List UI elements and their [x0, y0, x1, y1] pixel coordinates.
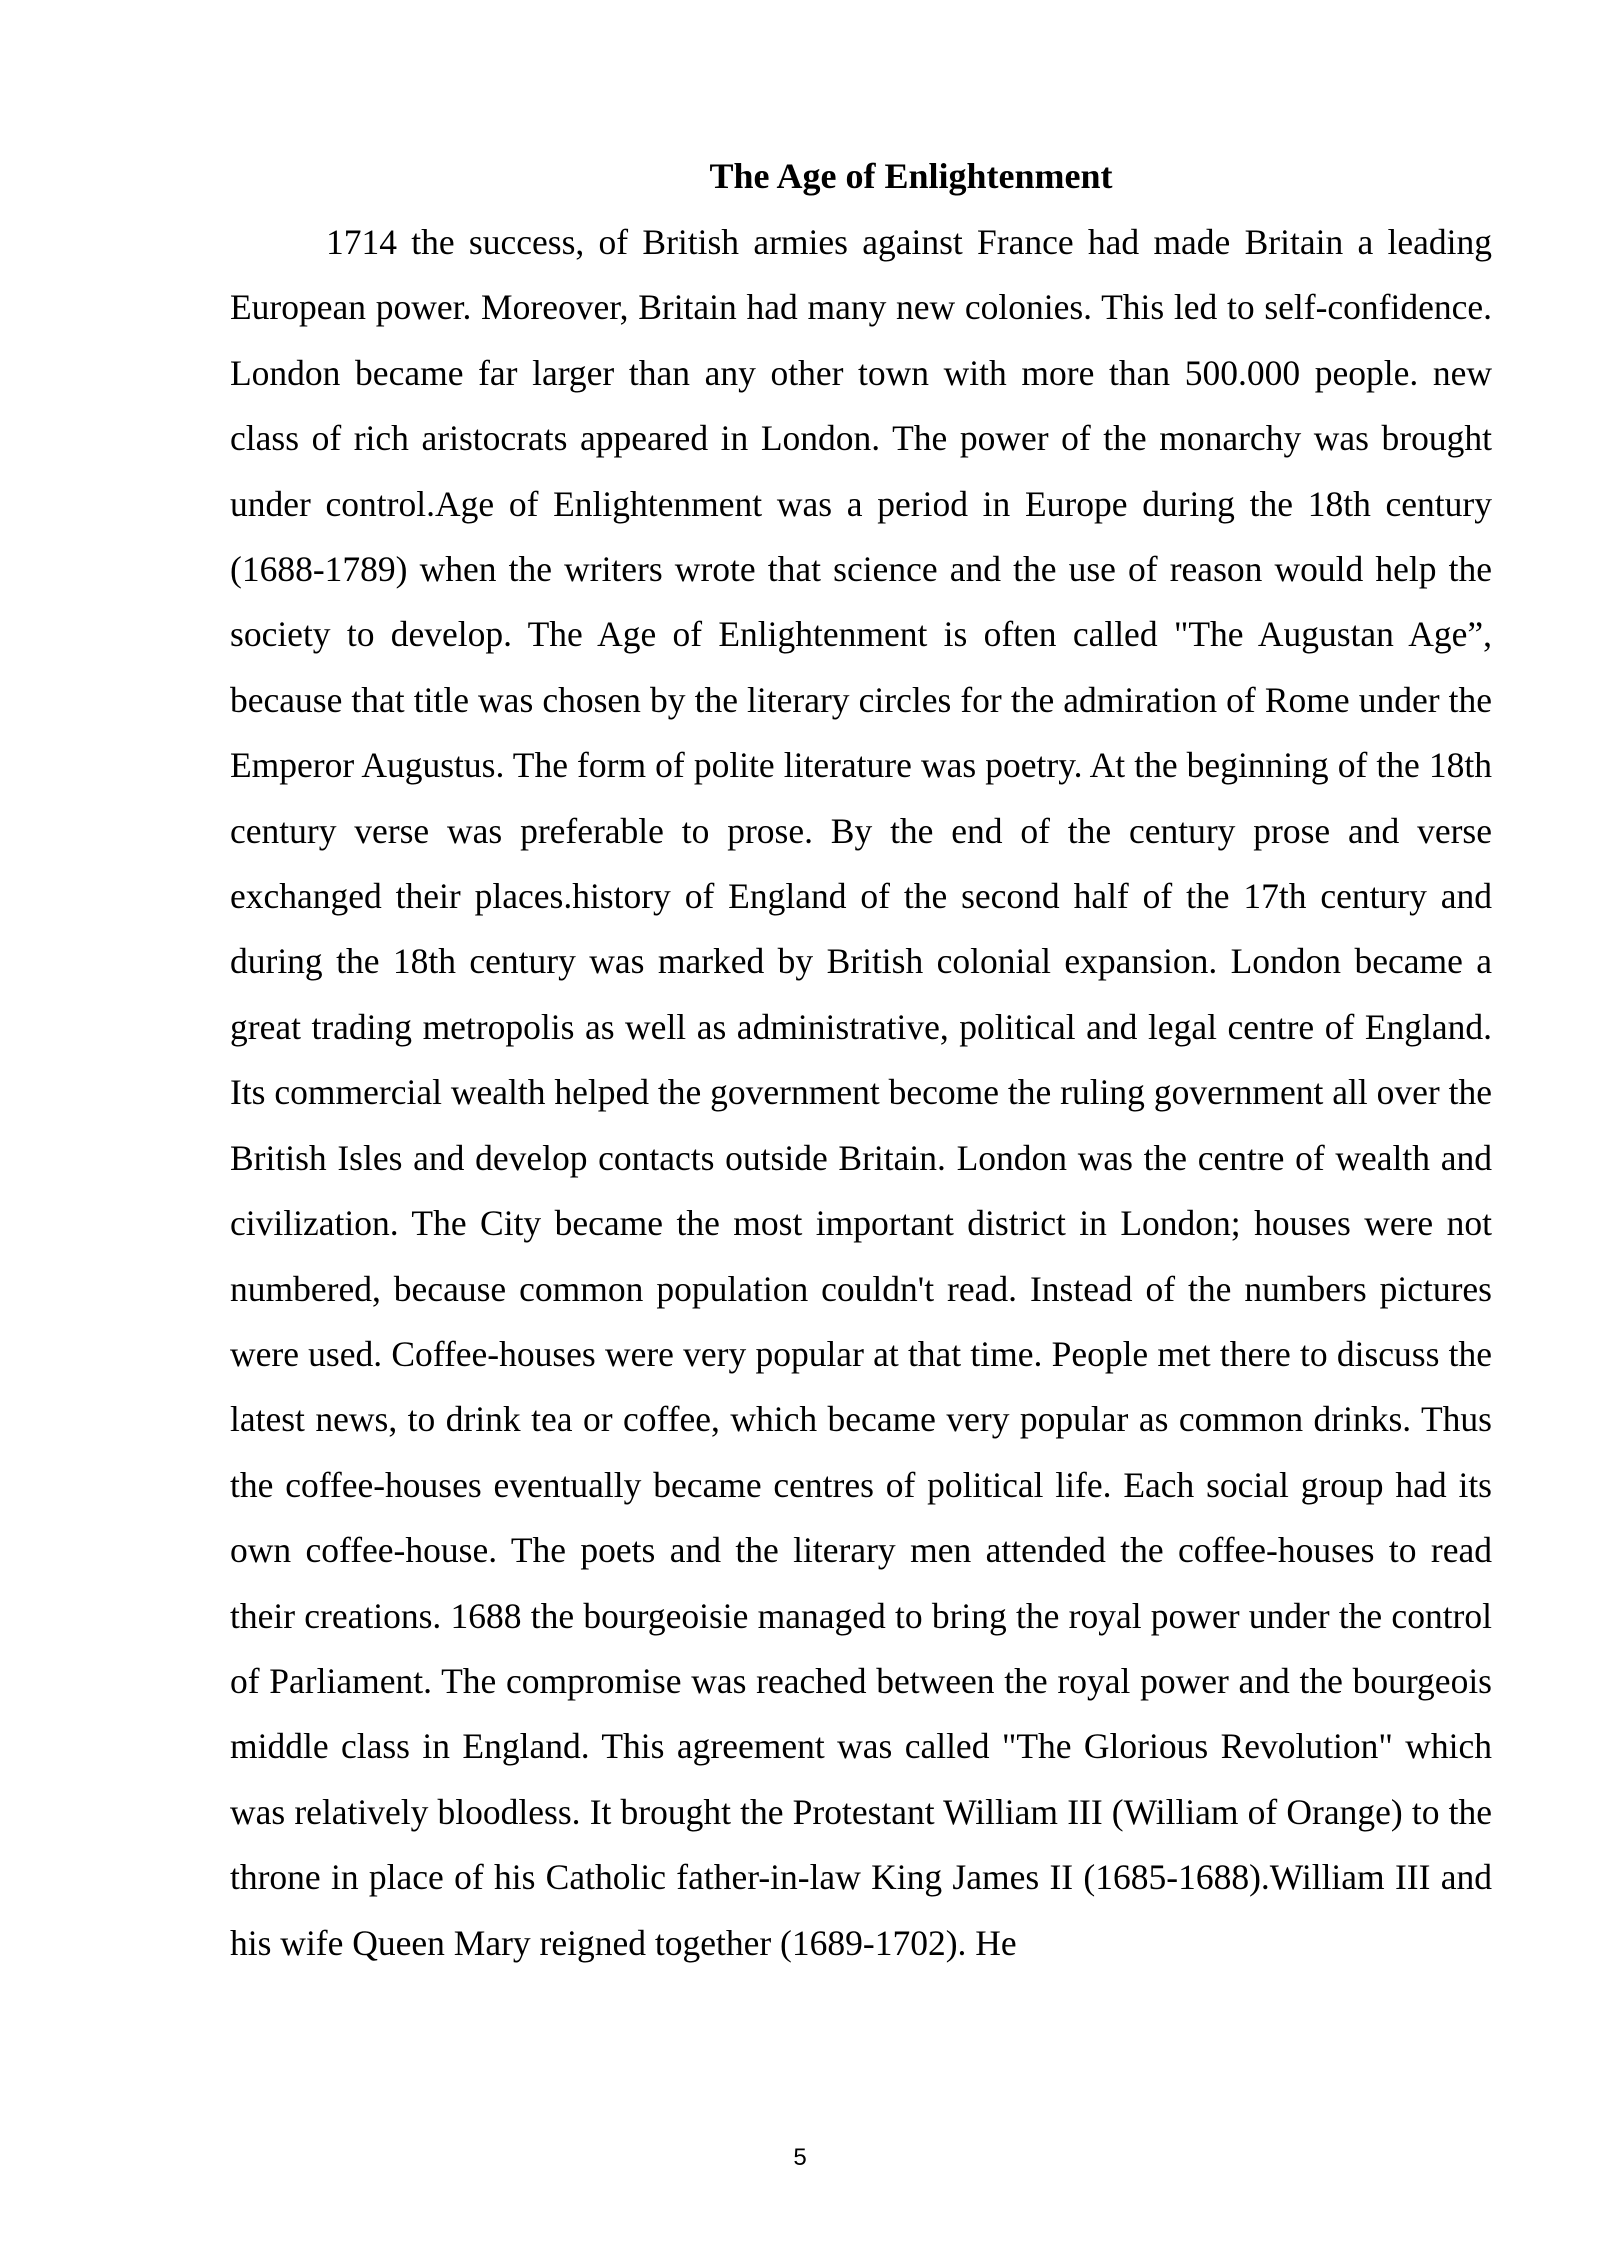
page-title: The Age of Enlightenment [709, 156, 1113, 196]
page-number: 5 [793, 2144, 807, 2171]
body-paragraph: 1714 the success, of British armies against France had made Britain a leading European power. Moreover, Britain had many new colonies. This led to self-confidence. London became far larger than any other town with more than 500.000 people. new class of rich aristocrats appeared in London. The power of the monarchy was brought under control.Age of Enlightenment was a period in Europe during the 18th century (1688-1789) when the writers wrote that science and the use of reason would help the society to develop. The Age of Enlightenment is often called "The Augustan Age”, because that title was chosen by the literary circles for the admiration of Rome under the Emperor Augustus. The form of polite literature was poetry. At the beginning of the 18th century verse was preferable to prose. By the end of the century prose and verse exchanged their places.history of England of the second half of the 17th century and during the 18th century was marked by British colonial expansion. London became a great trading metropolis as well as administrative, political and legal centre of England. Its commercial wealth helped the government become the ruling government all over the British Isles and develop contacts outside Britain. London was the centre of wealth and civilization. The City became the most important district in London; houses were not numbered, because common population couldn't read. Instead of the numbers pictures were used. Coffee-houses were very popular at that time. People met there to discuss the latest news, to drink tea or coffee, which became very popular as common drinks. Thus the coffee-houses eventually became centres of political life. Each social group had its own coffee-house. The poets and the literary men attended the coffee-houses to read their creations. 1688 the bourgeoisie managed to bring the royal power under the control of Parliament. The compromise was reached between the royal power and the bourgeois middle class in England. This agreement was called "The Glorious Revolution" which was relatively bloodless. It brought the Protestant William III (William of Orange) to the throne in place of his Catholic father-in-law King James II (1685-1688).William III and his wife Queen Mary reigned together (1689-1702). He [230, 222, 1492, 1963]
